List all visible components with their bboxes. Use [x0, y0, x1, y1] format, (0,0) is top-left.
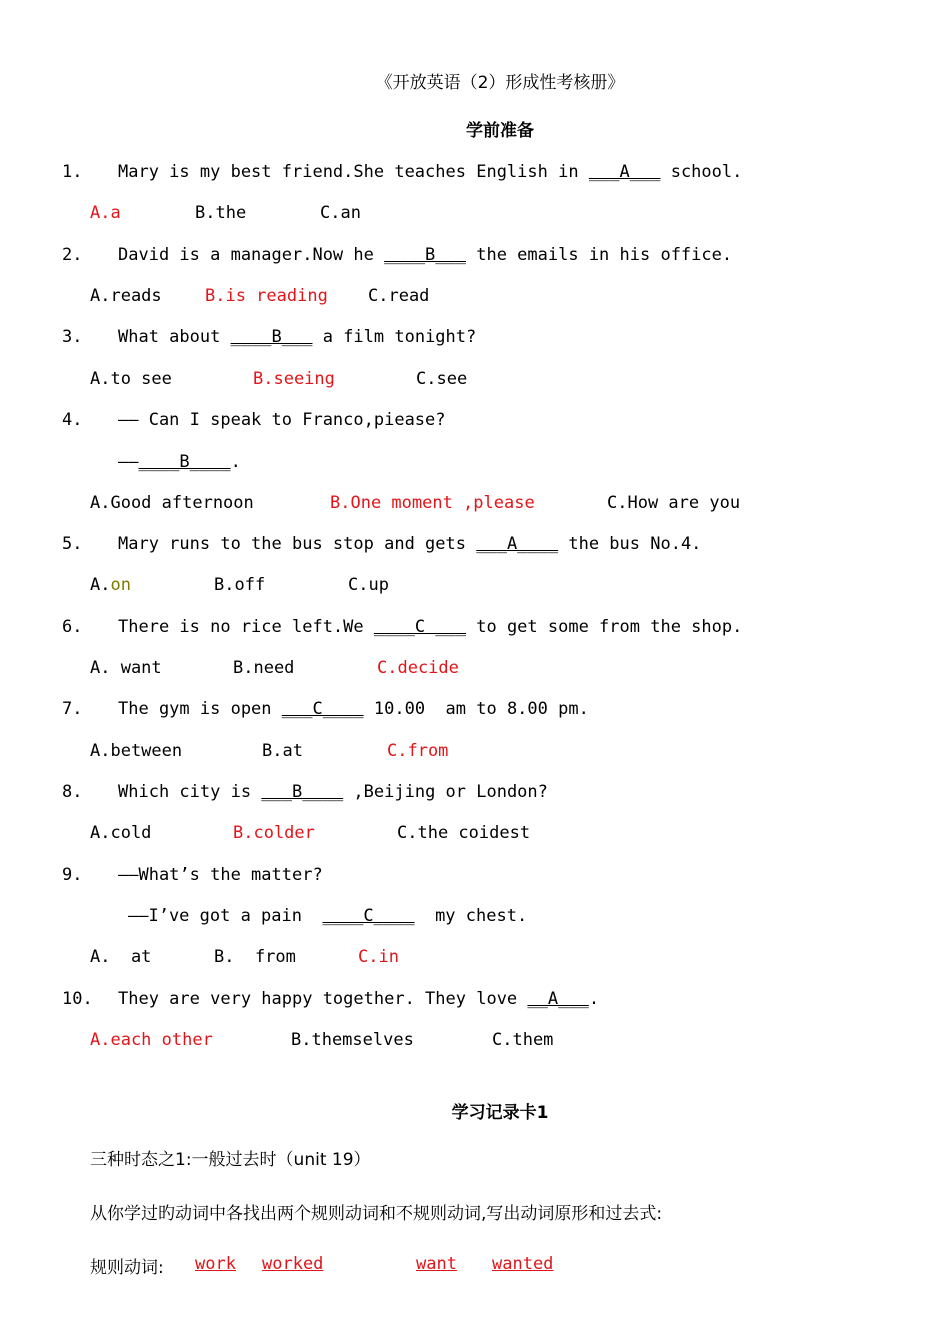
regular-verb-base: want — [416, 1254, 457, 1274]
question-text — [118, 245, 732, 265]
question-text — [118, 534, 701, 554]
answer-blank: ___C____ — [281, 699, 364, 719]
option-c: C.see — [416, 369, 468, 389]
regular-verb-past: worked — [262, 1254, 324, 1274]
section-title-study-record: 学习记录卡1 — [451, 1103, 549, 1123]
option-a: A.a — [90, 203, 121, 223]
option-b: B.the — [195, 203, 247, 223]
tense-heading: 三种时态之1:一般过去时（unit 19） — [90, 1150, 371, 1170]
question-stem-end: to get some from the shop. — [466, 617, 743, 637]
option-c: C.decide — [377, 658, 459, 678]
option-a: A.each other — [90, 1030, 213, 1050]
question-stem: What about — [118, 327, 231, 347]
question-stem-end: school. — [660, 162, 743, 182]
question-number: 8. — [62, 782, 83, 802]
dialogue-line-2 — [128, 906, 527, 926]
option-b: B. from — [214, 947, 296, 967]
answer-blank: ____C____ — [322, 906, 415, 926]
question-stem: There is no rice left.We — [118, 617, 374, 637]
question-stem-end: a film tonight? — [312, 327, 477, 347]
regular-verb-base: work — [195, 1254, 236, 1274]
question-number: 1. — [62, 162, 83, 182]
option-b: B.is reading — [205, 286, 328, 306]
option-b: B.themselves — [291, 1030, 414, 1050]
question-number: 5. — [62, 534, 83, 554]
question-stem: Mary is my best friend.She teaches English in — [118, 162, 589, 182]
question-stem-end: . — [588, 989, 600, 1009]
question-stem: They are very happy together. They love — [118, 989, 528, 1009]
question-stem-end: the bus No.4. — [558, 534, 702, 554]
question-text — [118, 327, 476, 347]
document-title: 《开放英语（2）形成性考核册》 — [375, 73, 625, 93]
question-stem-end: 10.00 am to 8.00 pm. — [363, 699, 589, 719]
answer-blank: ____B____ — [138, 452, 231, 472]
option-a: A.cold — [90, 823, 152, 843]
question-number: 10. — [62, 989, 93, 1009]
question-number: 3. — [62, 327, 83, 347]
question-stem-end: ,Beijing or London? — [343, 782, 548, 802]
question-text — [118, 782, 548, 802]
answer-blank: ___A___ — [588, 162, 661, 182]
answer-blank: ____B___ — [384, 245, 466, 265]
dash: —— — [118, 452, 139, 472]
question-number: 6. — [62, 617, 83, 637]
option-a — [90, 575, 131, 595]
answer-blank: ___A____ — [476, 534, 559, 554]
option-c: C.read — [368, 286, 430, 306]
answer-blank: __A___ — [527, 989, 589, 1009]
option-b: B.seeing — [253, 369, 335, 389]
option-a: A. want — [90, 658, 162, 678]
dialogue-line-1: ——What’s the matter? — [118, 865, 323, 885]
option-b: B.colder — [233, 823, 315, 843]
answer-blank: ____C ___ — [373, 617, 466, 637]
option-c: C.How are you — [607, 493, 741, 513]
option-c: C.in — [358, 947, 399, 967]
option-c: C.them — [492, 1030, 554, 1050]
option-b: B.off — [214, 575, 266, 595]
section-title-preparation: 学前准备 — [466, 121, 534, 141]
question-text — [118, 617, 742, 637]
option-b: B.at — [262, 741, 303, 761]
option-a-word: on — [110, 575, 131, 595]
question-number: 4. — [62, 410, 83, 430]
question-stem: Which city is — [118, 782, 262, 802]
answer-blank: ___B____ — [261, 782, 344, 802]
dialogue-line-2 — [118, 452, 241, 472]
question-number: 2. — [62, 245, 83, 265]
question-stem-end: the emails in his office. — [466, 245, 733, 265]
regular-verbs-label: 规则动词: — [90, 1258, 164, 1278]
dialogue-line-1: —— Can I speak to Franco,piease? — [118, 410, 446, 430]
question-text — [118, 699, 589, 719]
option-b: B.need — [233, 658, 295, 678]
option-a: A.reads — [90, 286, 162, 306]
question-stem: The gym is open — [118, 699, 282, 719]
option-a-letter: A. — [90, 575, 111, 595]
question-text — [118, 162, 742, 182]
regular-verb-past: wanted — [492, 1254, 554, 1274]
option-a: A. at — [90, 947, 152, 967]
option-a: A.to see — [90, 369, 172, 389]
question-text — [118, 989, 599, 1009]
option-a: A.Good afternoon — [90, 493, 254, 513]
question-stem: Mary runs to the bus stop and gets — [118, 534, 477, 554]
period: . — [230, 452, 241, 472]
dialogue-stem: ——I’ve got a pain — [128, 906, 323, 926]
option-b: B.One moment ,please — [330, 493, 535, 513]
answer-blank: ____B___ — [230, 327, 313, 347]
dialogue-stem-end: my chest. — [414, 906, 528, 926]
option-c: C.an — [320, 203, 361, 223]
option-c: C.up — [348, 575, 389, 595]
question-stem: David is a manager.Now he — [118, 245, 385, 265]
option-c: C.from — [387, 741, 449, 761]
option-c: C.the coidest — [397, 823, 531, 843]
instruction-text: 从你学过旳动词中各找出两个规则动词和不规则动词,写出动词原形和过去式: — [90, 1204, 663, 1224]
question-number: 7. — [62, 699, 83, 719]
option-a: A.between — [90, 741, 183, 761]
question-number: 9. — [62, 865, 83, 885]
